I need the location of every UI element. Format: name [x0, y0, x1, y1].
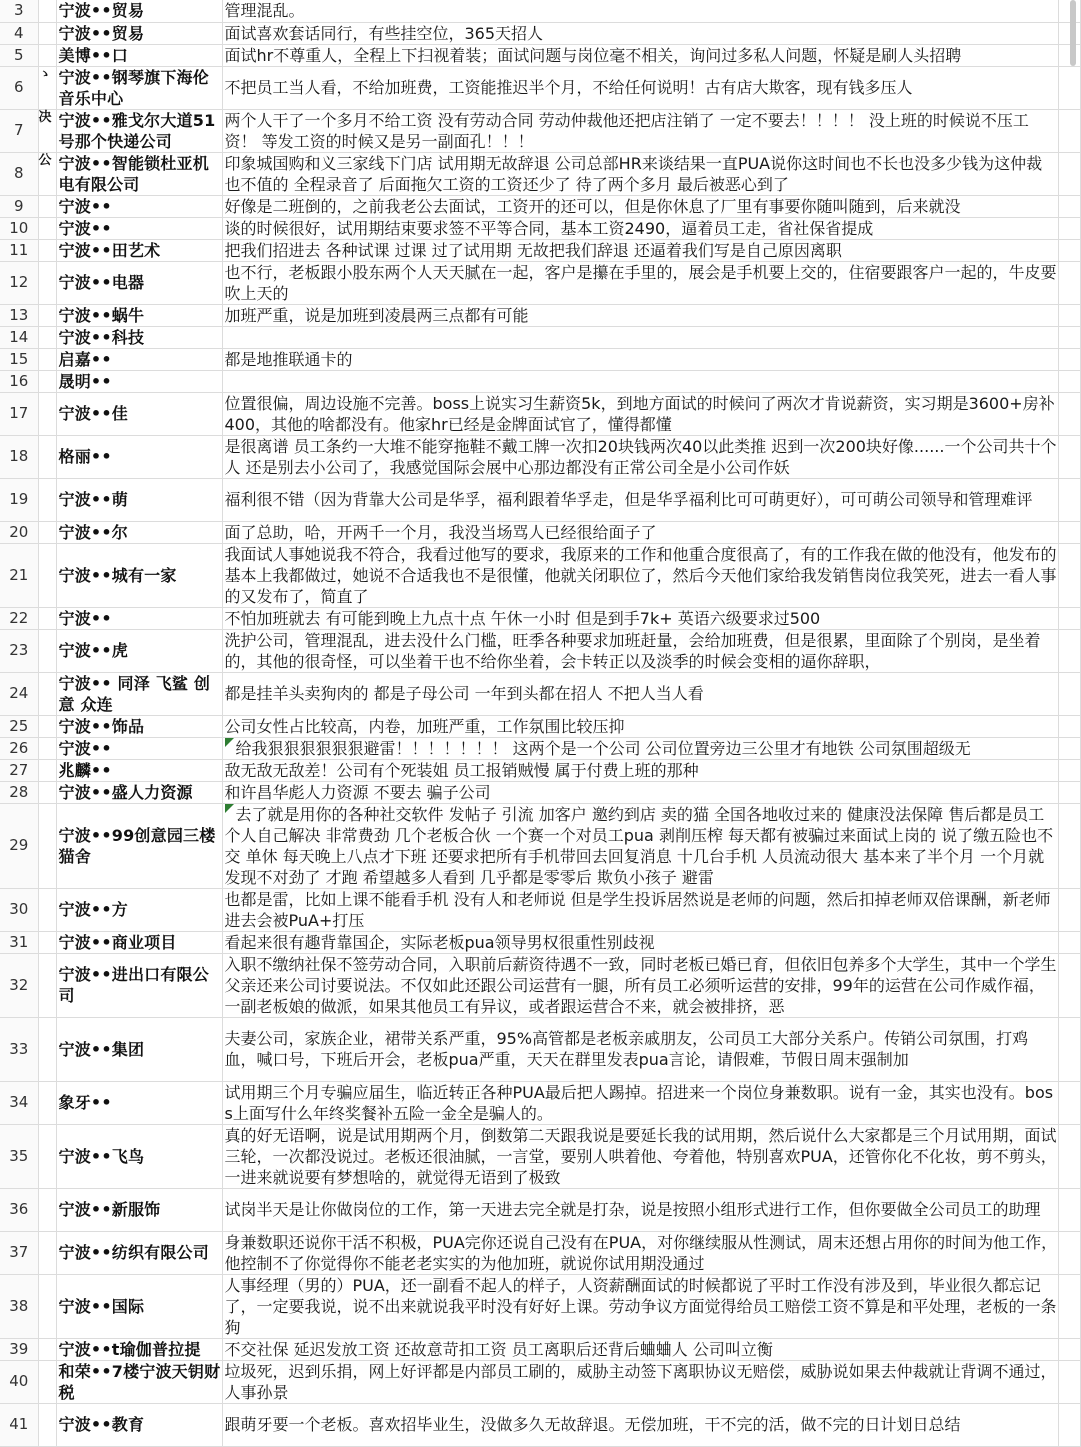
review-text: 把我们招进去 各种试课 过课 过了试用期 无故把我们辞退 还逼着我们写是自己原因离职: [224, 240, 842, 260]
review-cell[interactable]: [222, 607, 1058, 629]
clipped-cell-text[interactable]: [38, 1403, 56, 1446]
review-text: 也都是雷，比如上课不能看手机 没有人和老师说 但是学生投诉居然说是老师的问题，然后扣掉老师双倍课酬，新老师进去会被PuA+打压: [224, 889, 1051, 930]
review-cell[interactable]: [222, 1081, 1058, 1124]
review-cell[interactable]: [222, 781, 1058, 803]
row-number[interactable]: 11: [0, 239, 38, 261]
company-cell[interactable]: 宁波••雅戈尔大道51号那个快递公司: [56, 109, 222, 152]
review-cell[interactable]: [222, 629, 1058, 672]
company-cell[interactable]: 宁波••教育: [56, 1403, 222, 1446]
clipped-cell-text[interactable]: [38, 1360, 56, 1403]
clipped-cell-text[interactable]: [38, 348, 56, 370]
review-text: 去了就是用你的各种社交软件 发帖子 引流 加客户 邀约到店 卖的猫 全国各地收过来的 健康没法保障 售后都是员工个人自己解决 非常费劲 几个老板合伙 一个赛一个对员工pua 剥削压榨 每天都有被骗过来面试上岗的 说了缴五险也不交 单休 每天晚上八点才下班 还要求把所有手机带回去回复消息 十几台手机 人员流动很大 基本来了半个月 一个月就发现不对劲了 才跑 希望越多人看到 几乎都是零零后 欺负小孩子 避雷: [224, 804, 1054, 887]
clipped-cell-text[interactable]: [38, 521, 56, 543]
clipped-cell-text[interactable]: [38, 888, 56, 931]
row-number[interactable]: 6: [0, 66, 38, 109]
review-text: 面了总助，哈，开两千一个月，我没当场骂人已经很给面子了: [224, 522, 657, 542]
review-cell[interactable]: [222, 348, 1058, 370]
clipped-cell-text[interactable]: [38, 304, 56, 326]
clipped-cell-text[interactable]: [38, 737, 56, 759]
row-number[interactable]: 32: [0, 953, 38, 1017]
clipped-cell-text[interactable]: [38, 1124, 56, 1188]
review-cell[interactable]: [222, 0, 1058, 22]
clipped-cell-text[interactable]: [38, 478, 56, 521]
row-number[interactable]: 17: [0, 392, 38, 435]
company-cell[interactable]: 兆麟••: [56, 759, 222, 781]
row-number[interactable]: 40: [0, 1360, 38, 1403]
row-number[interactable]: 29: [0, 803, 38, 888]
table-row[interactable]: [0, 1231, 1080, 1274]
table-row[interactable]: [0, 737, 1080, 759]
review-cell[interactable]: [222, 239, 1058, 261]
empty-cell[interactable]: [1058, 803, 1080, 888]
clipped-cell-text[interactable]: [38, 781, 56, 803]
table-row[interactable]: [0, 326, 1080, 348]
table-row[interactable]: [0, 1081, 1080, 1124]
table-row[interactable]: [0, 607, 1080, 629]
review-cell[interactable]: [222, 672, 1058, 715]
table-row[interactable]: [0, 1338, 1080, 1360]
company-cell[interactable]: 宁波••进出口有限公司: [56, 953, 222, 1017]
clipped-cell-text[interactable]: [38, 607, 56, 629]
empty-cell[interactable]: [1058, 304, 1080, 326]
review-cell[interactable]: [222, 521, 1058, 543]
review-text: 和许昌华彪人力资源 不要去 骗子公司: [224, 782, 491, 802]
company-cell[interactable]: 和荣••7楼宁波天钥财税: [56, 1360, 222, 1403]
review-cell[interactable]: [222, 715, 1058, 737]
review-text: 不怕加班就去 有可能到晚上九点十点 午休一小时 但是到手7k+ 英语六级要求过500: [224, 608, 821, 628]
clipped-cell-text[interactable]: 公: [38, 152, 56, 195]
company-cell[interactable]: 宁波••国际: [56, 1274, 222, 1338]
company-cell[interactable]: 宁波••钢琴旗下海伦音乐中心: [56, 66, 222, 109]
empty-cell[interactable]: [1058, 543, 1080, 607]
row-number[interactable]: 36: [0, 1188, 38, 1231]
review-cell[interactable]: [222, 261, 1058, 304]
review-cell[interactable]: [222, 392, 1058, 435]
row-number[interactable]: 38: [0, 1274, 38, 1338]
table-row[interactable]: [0, 195, 1080, 217]
table-row[interactable]: [0, 304, 1080, 326]
empty-cell[interactable]: [1058, 607, 1080, 629]
review-cell[interactable]: [222, 217, 1058, 239]
review-text: 敌无敌无敌差！公司有个死装姐 员工报销贼慢 属于付费上班的那种: [224, 760, 699, 780]
review-cell[interactable]: [222, 543, 1058, 607]
company-cell[interactable]: 格丽••: [56, 435, 222, 478]
clipped-cell-text[interactable]: [38, 931, 56, 953]
row-number[interactable]: 13: [0, 304, 38, 326]
row-number[interactable]: 5: [0, 44, 38, 66]
empty-cell[interactable]: [1058, 1274, 1080, 1338]
company-cell[interactable]: 晟明••: [56, 370, 222, 392]
review-text: 是很离谱 员工条约一大堆不能穿拖鞋不戴工牌一次扣20块钱两次40以此类推 迟到一次200块好像......一个公司共十个人 还是别去小公司了，我感觉国际会展中心那边都没有正常公司全是小公司作妖: [224, 436, 1057, 477]
company-cell[interactable]: 宁波••贸易: [56, 22, 222, 44]
review-cell[interactable]: [222, 109, 1058, 152]
review-text: 不交社保 延迟发放工资 还故意苛扣工资 员工离职后还背后蛐蛐人 公司叫立衡: [224, 1339, 773, 1359]
review-text: 真的好无语啊，说是试用期两个月，倒数第二天跟我说是要延长我的试用期，然后说什么大家都是三个月试用期，面试三轮，一次都没说过。老板还很油腻，一言堂，要别人哄着他、夸着他，特别喜欢PUA，还管你化不化妆，剪不剪头，一进来就说要有梦想啥的，就觉得无语到了极致: [224, 1125, 1057, 1187]
company-cell[interactable]: 宁波••方: [56, 888, 222, 931]
table-row[interactable]: [0, 109, 1080, 152]
row-number[interactable]: 22: [0, 607, 38, 629]
review-text: 入职不缴纳社保不签劳动合同，入职前后薪资待遇不一致，同时老板已婚已育，但依旧包养多个大学生，其中一个学生父亲还来公司讨要说法。不仅如此还跟公司运营有一腿，所有员工必须听运营的安排，99年的运营在公司作威作福，一副老板娘的做派，如果其他员工有异议，或者跟运营合不来，就会被排挤，恶: [224, 954, 1057, 1016]
clipped-cell-text[interactable]: [38, 672, 56, 715]
review-cell[interactable]: [222, 22, 1058, 44]
table-row[interactable]: [0, 521, 1080, 543]
row-number[interactable]: 30: [0, 888, 38, 931]
review-cell[interactable]: [222, 304, 1058, 326]
company-cell[interactable]: 宁波••t瑜伽普拉提: [56, 1338, 222, 1360]
clipped-cell-text[interactable]: [38, 392, 56, 435]
table-row[interactable]: [0, 44, 1080, 66]
company-cell[interactable]: 宁波••尔: [56, 521, 222, 543]
clipped-cell-text[interactable]: [38, 759, 56, 781]
review-cell[interactable]: [222, 888, 1058, 931]
table-row[interactable]: [0, 781, 1080, 803]
review-text: 夫妻公司，家族企业，裙带关系严重，95%高管都是老板亲戚朋友，公司员工大部分关系户。传销公司氛围，打鸡血，喊口号，下班后开会，老板pua严重，天天在群里发表pua言论，请假难，节假日周末强制加: [224, 1029, 1029, 1069]
review-cell[interactable]: [222, 931, 1058, 953]
clipped-cell-text[interactable]: [38, 803, 56, 888]
row-number[interactable]: 18: [0, 435, 38, 478]
company-cell[interactable]: 宁波••盛人力资源: [56, 781, 222, 803]
review-text: 看起来很有趣背靠国企，实际老板pua领导男权很重性别歧视: [224, 932, 655, 952]
clipped-cell-text[interactable]: [38, 1338, 56, 1360]
review-text: 好像是二班倒的，之前我老公去面试，工资开的还可以，但是你休息了厂里有事要你随叫随到，后来就没: [224, 196, 961, 216]
row-number[interactable]: 23: [0, 629, 38, 672]
clipped-cell-text[interactable]: [38, 629, 56, 672]
empty-cell[interactable]: [1058, 1124, 1080, 1188]
review-text: 加班严重，说是加班到凌晨两三点都有可能: [224, 305, 529, 325]
row-number[interactable]: 14: [0, 326, 38, 348]
company-cell[interactable]: 宁波••萌: [56, 478, 222, 521]
table-row[interactable]: [0, 22, 1080, 44]
company-cell[interactable]: 宁波••电器: [56, 261, 222, 304]
table-row[interactable]: [0, 478, 1080, 521]
review-cell[interactable]: [222, 66, 1058, 109]
empty-cell[interactable]: [1058, 326, 1080, 348]
review-text: 面试喜欢套话同行，有些挂空位，365天招人: [224, 23, 544, 43]
empty-cell[interactable]: [1058, 261, 1080, 304]
empty-cell[interactable]: [1058, 1231, 1080, 1274]
review-text: 我面试人事她说我不符合，我看过他写的要求，我原来的工作和他重合度很高了，有的工作我在做的他没有，他发布的基本上我都做过，她说不合适我也不是很懂，他就关闭职位了，然后今天他们家给我发销售岗位我笑死，进去一看人事的又发布了，简直了: [224, 544, 1057, 606]
empty-cell[interactable]: [1058, 781, 1080, 803]
empty-cell[interactable]: [1058, 715, 1080, 737]
review-text: 管理混乱。: [224, 1, 305, 21]
empty-cell[interactable]: [1058, 737, 1080, 759]
review-text: 身兼数职还说你干活不积极，PUA完你还说自己没有在PUA，对你继续服从性测试，周末还想占用你的时间为他工作，他控制不了你觉得你不能老老实实的为他加班，就说你试用期没通过: [224, 1232, 1058, 1273]
empty-cell[interactable]: [1058, 239, 1080, 261]
row-number[interactable]: 37: [0, 1231, 38, 1274]
company-cell[interactable]: 宁波••佳: [56, 392, 222, 435]
review-cell[interactable]: [222, 1231, 1058, 1274]
clipped-cell-text[interactable]: [38, 0, 56, 22]
empty-cell[interactable]: [1058, 1403, 1080, 1446]
review-cell[interactable]: [222, 44, 1058, 66]
row-number[interactable]: 12: [0, 261, 38, 304]
row-number[interactable]: 4: [0, 22, 38, 44]
review-text: 谈的时候很好，试用期结束要求签不平等合同，基本工资2490，逼着员工走，省社保省提成: [224, 218, 874, 238]
review-cell[interactable]: [222, 737, 1058, 759]
row-number[interactable]: 31: [0, 931, 38, 953]
review-cell[interactable]: [222, 370, 1058, 392]
row-number[interactable]: 26: [0, 737, 38, 759]
empty-cell[interactable]: [1058, 195, 1080, 217]
review-text: 试用期三个月专骗应届生，临近转正各种PUA最后把人踢掉。招进来一个岗位身兼数职。说有一金，其实也没有。boss上面写什么年终奖餐补五险一金全是骗人的。: [224, 1082, 1054, 1123]
row-number[interactable]: 3: [0, 0, 38, 22]
table-row[interactable]: [0, 152, 1080, 195]
empty-cell[interactable]: [1058, 759, 1080, 781]
review-text: 印象城国购和义三家线下门店 试用期无故辞退 公司总部HR来谈结果一直PUA说你这时间也不长也没多少钱为这仲裁也不值的 全程录音了 后面拖欠工资的工资还少了 待了两个多月 最后被恶心到了: [224, 153, 1043, 194]
review-cell[interactable]: [222, 1274, 1058, 1338]
empty-cell[interactable]: [1058, 1188, 1080, 1231]
comment-indicator-icon[interactable]: [225, 738, 234, 747]
review-cell[interactable]: [222, 1360, 1058, 1403]
company-cell[interactable]: 宁波••田艺术: [56, 239, 222, 261]
table-row[interactable]: [0, 1124, 1080, 1188]
table-row[interactable]: [0, 1360, 1080, 1403]
empty-cell[interactable]: [1058, 1338, 1080, 1360]
table-row[interactable]: [0, 348, 1080, 370]
review-cell[interactable]: [222, 478, 1058, 521]
table-row[interactable]: [0, 261, 1080, 304]
review-text: 位置很偏，周边设施不完善。boss上说实习生薪资5k，到地方面试的时候问了两次才肯说薪资，实习期是3600+房补400，其他的啥都没有。他家hr已经是金牌面试官了，懂得都懂: [224, 393, 1055, 434]
clipped-cell-text[interactable]: [38, 217, 56, 239]
clipped-cell-text[interactable]: [38, 543, 56, 607]
company-cell[interactable]: 象牙••: [56, 1081, 222, 1124]
row-number[interactable]: 8: [0, 152, 38, 195]
clipped-cell-text[interactable]: ゝ: [38, 66, 56, 109]
review-text: 垃圾死，迟到乐捐，网上好评都是内部员工刷的，威胁主动签下离职协议无赔偿，威胁说如果去仲裁就让背调不通过，人事孙景: [224, 1361, 1057, 1402]
review-cell[interactable]: [222, 1338, 1058, 1360]
review-cell[interactable]: [222, 1188, 1058, 1231]
review-text: 试岗半天是让你做岗位的工作，第一天进去完全就是打杂，说是按照小组形式进行工作，但你要做全公司员工的助理: [224, 1200, 1041, 1219]
table-row[interactable]: [0, 217, 1080, 239]
company-cell[interactable]: 宁波••蜗牛: [56, 304, 222, 326]
clipped-cell-text[interactable]: [38, 1231, 56, 1274]
company-cell[interactable]: 宁波••新服饰: [56, 1188, 222, 1231]
table-row[interactable]: [0, 1274, 1080, 1338]
clipped-cell-text[interactable]: [38, 953, 56, 1017]
company-cell[interactable]: 宁波••城有一家: [56, 543, 222, 607]
empty-cell[interactable]: [1058, 931, 1080, 953]
clipped-cell-text[interactable]: [38, 326, 56, 348]
empty-cell[interactable]: [1058, 478, 1080, 521]
empty-cell[interactable]: [1058, 348, 1080, 370]
review-text: 给我狠狠狠狠狠狠避雷！！！！！！！ 这两个是一个公司 公司位置旁边三公里才有地铁 公司氛围超级无: [235, 738, 971, 758]
row-number[interactable]: 28: [0, 781, 38, 803]
table-row[interactable]: [0, 759, 1080, 781]
company-cell[interactable]: 宁波•• 同泽 飞鲨 创意 众连: [56, 672, 222, 715]
company-cell[interactable]: 宁波••: [56, 195, 222, 217]
company-cell[interactable]: 宁波••智能锁杜亚机电有限公司: [56, 152, 222, 195]
review-cell[interactable]: [222, 1403, 1058, 1446]
empty-cell[interactable]: [1058, 44, 1080, 66]
review-text: 公司女性占比较高，内卷，加班严重，工作氛围比较压抑: [224, 716, 625, 736]
company-cell[interactable]: 宁波••: [56, 737, 222, 759]
review-cell[interactable]: [222, 1017, 1058, 1081]
company-cell[interactable]: 宁波••集团: [56, 1017, 222, 1081]
row-number[interactable]: 20: [0, 521, 38, 543]
clipped-cell-text[interactable]: 决: [38, 109, 56, 152]
review-cell[interactable]: [222, 326, 1058, 348]
row-number[interactable]: 15: [0, 348, 38, 370]
empty-cell[interactable]: [1058, 1360, 1080, 1403]
company-cell[interactable]: 宁波••饰品: [56, 715, 222, 737]
company-cell[interactable]: 宁波••: [56, 217, 222, 239]
empty-cell[interactable]: [1058, 435, 1080, 478]
clipped-cell-text[interactable]: [38, 22, 56, 44]
empty-cell[interactable]: [1058, 152, 1080, 195]
table-row[interactable]: [0, 1017, 1080, 1081]
clipped-cell-text[interactable]: [38, 195, 56, 217]
empty-cell[interactable]: [1058, 66, 1080, 109]
company-cell[interactable]: 宁波••: [56, 607, 222, 629]
row-number[interactable]: 7: [0, 109, 38, 152]
review-cell[interactable]: [222, 435, 1058, 478]
table-row[interactable]: [0, 1188, 1080, 1231]
table-row[interactable]: [0, 66, 1080, 109]
clipped-cell-text[interactable]: [38, 1017, 56, 1081]
empty-cell[interactable]: [1058, 672, 1080, 715]
row-number[interactable]: 33: [0, 1017, 38, 1081]
table-row[interactable]: [0, 953, 1080, 1017]
row-number[interactable]: 19: [0, 478, 38, 521]
empty-cell[interactable]: [1058, 0, 1080, 22]
row-number[interactable]: 25: [0, 715, 38, 737]
table-row[interactable]: [0, 803, 1080, 888]
clipped-cell-text[interactable]: [38, 44, 56, 66]
review-text: 都是挂羊头卖狗肉的 都是子母公司 一年到头都在招人 不把人当人看: [224, 684, 704, 703]
vertical-scrollbar[interactable]: [1070, 0, 1076, 66]
review-text: 洗护公司，管理混乱，进去没什么门槛，旺季各种要求加班赶量，会给加班费，但是很累，里面除了个别岗，是坐着的，其他的很奇怪，可以坐着干也不给你坐着，会卡转正以及淡季的时候会变相的逼你辞职，: [224, 630, 1041, 671]
company-cell[interactable]: 宁波••贸易: [56, 0, 222, 22]
company-cell[interactable]: 宁波••纺织有限公司: [56, 1231, 222, 1274]
row-number[interactable]: 24: [0, 672, 38, 715]
table-row[interactable]: [0, 672, 1080, 715]
company-cell[interactable]: 宁波••99创意园三楼 猫舍: [56, 803, 222, 888]
empty-cell[interactable]: [1058, 392, 1080, 435]
empty-cell[interactable]: [1058, 953, 1080, 1017]
table-row[interactable]: [0, 931, 1080, 953]
clipped-cell-text[interactable]: [38, 1081, 56, 1124]
empty-cell[interactable]: [1058, 109, 1080, 152]
table-row[interactable]: [0, 543, 1080, 607]
company-cell[interactable]: 宁波••虎: [56, 629, 222, 672]
review-text: 面试hr不尊重人，全程上下扫视着装；面试问题与岗位毫不相关，询问过多私人问题，怀疑是刷人头招聘: [224, 45, 962, 65]
empty-cell[interactable]: [1058, 1017, 1080, 1081]
clipped-cell-text[interactable]: [38, 1274, 56, 1338]
company-cell[interactable]: 启嘉••: [56, 348, 222, 370]
review-text: 都是地推联通卡的: [224, 349, 353, 369]
row-number[interactable]: 34: [0, 1081, 38, 1124]
empty-cell[interactable]: [1058, 22, 1080, 44]
empty-cell[interactable]: [1058, 629, 1080, 672]
row-number[interactable]: 27: [0, 759, 38, 781]
review-text: 跟萌牙要一个老板。喜欢招毕业生，没做多久无故辞退。无偿加班，干不完的活，做不完的日计划日总结: [224, 1415, 961, 1434]
empty-cell[interactable]: [1058, 1081, 1080, 1124]
company-cell[interactable]: 宁波••科技: [56, 326, 222, 348]
review-text: 人事经理（男的）PUA，还一副看不起人的样子，人资薪酬面试的时候都说了平时工作没有涉及到，毕业很久都忘记了，一定要我说，说不出来就说我平时没有好好上课。劳动争议方面觉得给员工赔偿工资不算是和平处理，老板的一条狗: [224, 1275, 1057, 1337]
clipped-cell-text[interactable]: [38, 1188, 56, 1231]
review-text: 福利很不错（因为背靠大公司是华孚，福利跟着华孚走，但是华孚福利比可可萌更好），可可萌公司领导和管理难评: [224, 490, 1033, 509]
clipped-cell-text[interactable]: [38, 435, 56, 478]
clipped-cell-text[interactable]: [38, 239, 56, 261]
row-number[interactable]: 35: [0, 1124, 38, 1188]
review-text: 两个人干了一个多月不给工资 没有劳动合同 劳动仲裁他还把店注销了 一定不要去！！！！ 没上班的时候说不压工资！ 等发工资的时候又是另一副面孔！！！: [224, 110, 1029, 151]
empty-cell[interactable]: [1058, 521, 1080, 543]
row-number[interactable]: 9: [0, 195, 38, 217]
table-row[interactable]: [0, 370, 1080, 392]
empty-cell[interactable]: [1058, 370, 1080, 392]
review-cell[interactable]: [222, 803, 1058, 888]
row-number[interactable]: 21: [0, 543, 38, 607]
row-number[interactable]: 10: [0, 217, 38, 239]
review-cell[interactable]: [222, 195, 1058, 217]
clipped-cell-text[interactable]: [38, 715, 56, 737]
table-row[interactable]: [0, 715, 1080, 737]
review-cell[interactable]: [222, 1124, 1058, 1188]
company-cell[interactable]: 美博••口: [56, 44, 222, 66]
table-row[interactable]: [0, 435, 1080, 478]
clipped-cell-text[interactable]: [38, 261, 56, 304]
row-number[interactable]: 41: [0, 1403, 38, 1446]
table-row[interactable]: [0, 1403, 1080, 1446]
empty-cell[interactable]: [1058, 888, 1080, 931]
review-cell[interactable]: [222, 953, 1058, 1017]
clipped-cell-text[interactable]: [38, 370, 56, 392]
review-cell[interactable]: [222, 759, 1058, 781]
empty-cell[interactable]: [1058, 217, 1080, 239]
row-number[interactable]: 16: [0, 370, 38, 392]
company-cell[interactable]: 宁波••飞鸟: [56, 1124, 222, 1188]
comment-indicator-icon[interactable]: [225, 804, 234, 813]
review-text: 不把员工当人看，不给加班费，工资能推迟半个月，不给任何说明！古有店大欺客，现有钱多压人: [224, 78, 913, 97]
table-row[interactable]: [0, 888, 1080, 931]
table-row[interactable]: [0, 392, 1080, 435]
review-cell[interactable]: [222, 152, 1058, 195]
table-row[interactable]: [0, 629, 1080, 672]
table-row[interactable]: [0, 0, 1080, 22]
row-number[interactable]: 39: [0, 1338, 38, 1360]
company-cell[interactable]: 宁波••商业项目: [56, 931, 222, 953]
table-row[interactable]: [0, 239, 1080, 261]
review-text: 也不行，老板跟小股东两个人天天腻在一起，客户是攥在手里的，展会是手机要上交的，住宿要跟客户一起的，牛皮要吹上天的: [224, 262, 1057, 303]
